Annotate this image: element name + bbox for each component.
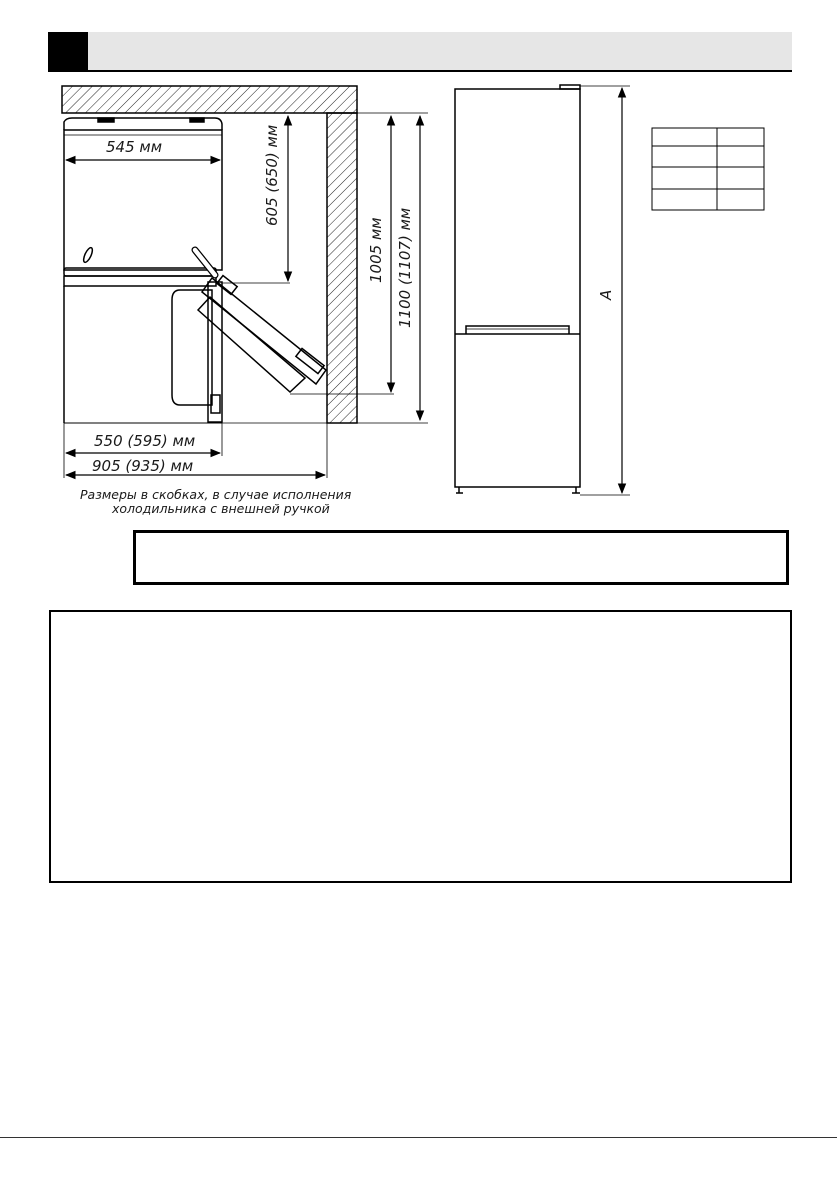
label-1100: 1100 (1107) мм bbox=[396, 207, 414, 328]
label-905: 905 (935) мм bbox=[92, 457, 194, 475]
model-height-table bbox=[652, 128, 764, 210]
notice-box bbox=[133, 530, 789, 585]
label-605: 605 (650) мм bbox=[263, 124, 281, 226]
fridge-top-view bbox=[64, 118, 222, 423]
info-box bbox=[49, 610, 792, 883]
label-1005: 1005 мм bbox=[367, 217, 385, 283]
note-line-2: холодильника с внешней ручкой bbox=[112, 501, 330, 516]
label-a: A bbox=[597, 289, 615, 300]
footer-rule bbox=[0, 1137, 837, 1138]
note-line-1: Размеры в скобках, в случае исполнения bbox=[80, 487, 352, 502]
side-wall bbox=[327, 113, 357, 423]
top-wall bbox=[62, 86, 357, 113]
label-545: 545 мм bbox=[106, 138, 163, 156]
fridge-front-view bbox=[455, 85, 580, 493]
label-550: 550 (595) мм bbox=[94, 432, 196, 450]
